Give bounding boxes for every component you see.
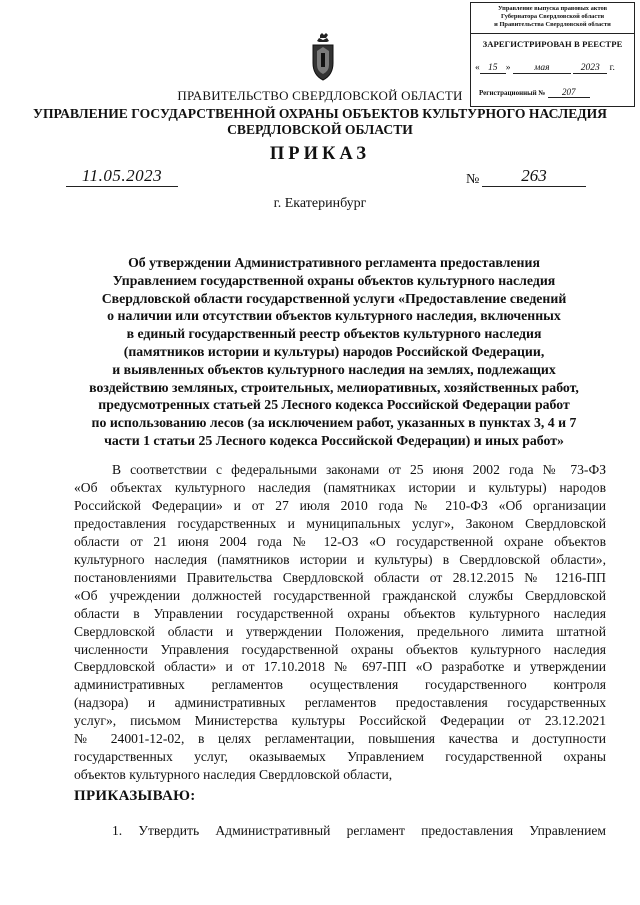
body-line: В соответствии с федеральными законами от 25 июня 2002 года № 73-ФЗ [112,462,606,477]
subject-line: части 1 статьи 25 Лесного кодекса Российской Федерации) и иных работ» [104,432,564,448]
subject-line: в единый государственный реестр объектов культурного наследия [126,326,542,342]
stamp-header-line: Губернатора Свердловской области [500,13,605,20]
department-line: УПРАВЛЕНИЕ ГОСУДАРСТВЕННОЙ ОХРАНЫ ОБЪЕКТОВ КУЛЬТУРНОГО НАСЛЕДИЯ [32,106,608,121]
stamp-reg-value: 207 [548,87,590,98]
order-number: 263 [482,166,586,187]
body-line: численности Управления государственной охраны объектов культурного наследия [74,641,606,657]
stamp-month: мая [513,63,571,74]
body-line: постановлениями Правительства Свердловской области от 28.12.2015 № 1216-ПП [74,569,606,585]
order-directive: ПРИКАЗЫВАЮ: [74,788,196,804]
body-line: административных регламентов осуществления государственного контроля [74,677,606,693]
coat-of-arms-icon [309,33,337,83]
city-name: г. Екатеринбург [273,196,367,211]
body-line: государственных услуг, оказываемых Управлением государственной охраны [74,749,606,765]
subject-line: Об утверждении Административного регламента предоставления [128,255,540,270]
stamp-reg-label: Регистрационный № [479,89,546,97]
stamp-year: 2023 [573,63,607,74]
stamp-day: 15 [480,63,506,74]
body-line: «Об объектах культурного наследия (памятниках истории и культуры) народов [74,479,606,495]
department-line: СВЕРДЛОВСКОЙ ОБЛАСТИ [227,122,413,137]
order-number-label: № [466,172,480,187]
stamp-date: « 15 » мая 2023 г. [475,63,615,73]
subject-line: Управлением государственной охраны объектов культурного наследия [112,272,556,288]
body-line: Свердловской области и утверждении Положения, предельного лимита штатной [74,623,606,639]
order-item-1: 1. Утвердить Административный регламент предоставления Управлением [112,823,606,838]
body-line: предоставления государственных и муниципальных услуг», Законом Свердловской [74,515,606,531]
stamp-header-line: и Правительства Свердловской области [494,21,611,28]
department-name [30,106,610,138]
body-line: № 24001-12-02, в целях регламентации, повышения качества и доступности [74,731,606,747]
order-date: 11.05.2023 [66,166,178,187]
stamp-header-line: Управление выпуска правовых актов [497,5,608,12]
stamp-registered-label: ЗАРЕГИСТРИРОВАН В РЕЕСТРЕ [482,39,623,49]
subject-line: воздействию земляных, строительных, мелиоративных, хозяйственных работ, [89,379,579,395]
body-line: услуг», письмом Министерства культуры Российской Федерации от 23.12.2021 [74,713,606,729]
stamp-year-suffix: г. [609,63,615,73]
body-line: области в Управлении государственной охраны объектов культурного наследия [74,605,606,621]
order-subject [62,254,606,450]
body-line: области от 21 июня 2004 года № 12-ОЗ «О государственной охране объектов [74,533,606,549]
subject-line: о наличии или отсутствии объектов культурного наследия, включенных [107,308,561,324]
stamp-header [471,3,634,34]
body-line: (надзора) и административных регламентов предоставления государственных [74,695,606,711]
preamble-paragraph [74,461,606,784]
body-line: «Об учреждении должностей государственной гражданской службы Свердловской [74,587,606,603]
government-name: ПРАВИТЕЛЬСТВО СВЕРДЛОВСКОЙ ОБЛАСТИ [177,88,463,103]
body-line: Российской Федерации» и от 27 июля 2010 года № 210-ФЗ «Об организации [74,497,606,513]
subject-line: предусмотренных статьей 25 Лесного кодекса Российской Федерации работ [98,397,570,413]
subject-line: и выявленных объектов культурного наследия на землях, подлежащих [112,361,556,377]
subject-line: (памятников истории и культуры) народов Российской Федерации, [123,343,545,359]
document-title: ПРИКАЗ [269,144,371,164]
body-line: культурного наследия (памятников истории и культуры) в Свердловской области», [74,551,606,567]
subject-line: Свердловской области государственной услуги «Предоставление сведений [101,290,567,306]
subject-line: по использованию лесов (за исключением работ, указанных в пунктах 3, 4 и 7 [91,415,577,431]
body-line: объектов культурного наследия Свердловской области, [74,767,393,783]
body-line: Свердловской области» и от 17.10.2018 № 697-ПП «О разработке и утверждении [74,659,606,675]
